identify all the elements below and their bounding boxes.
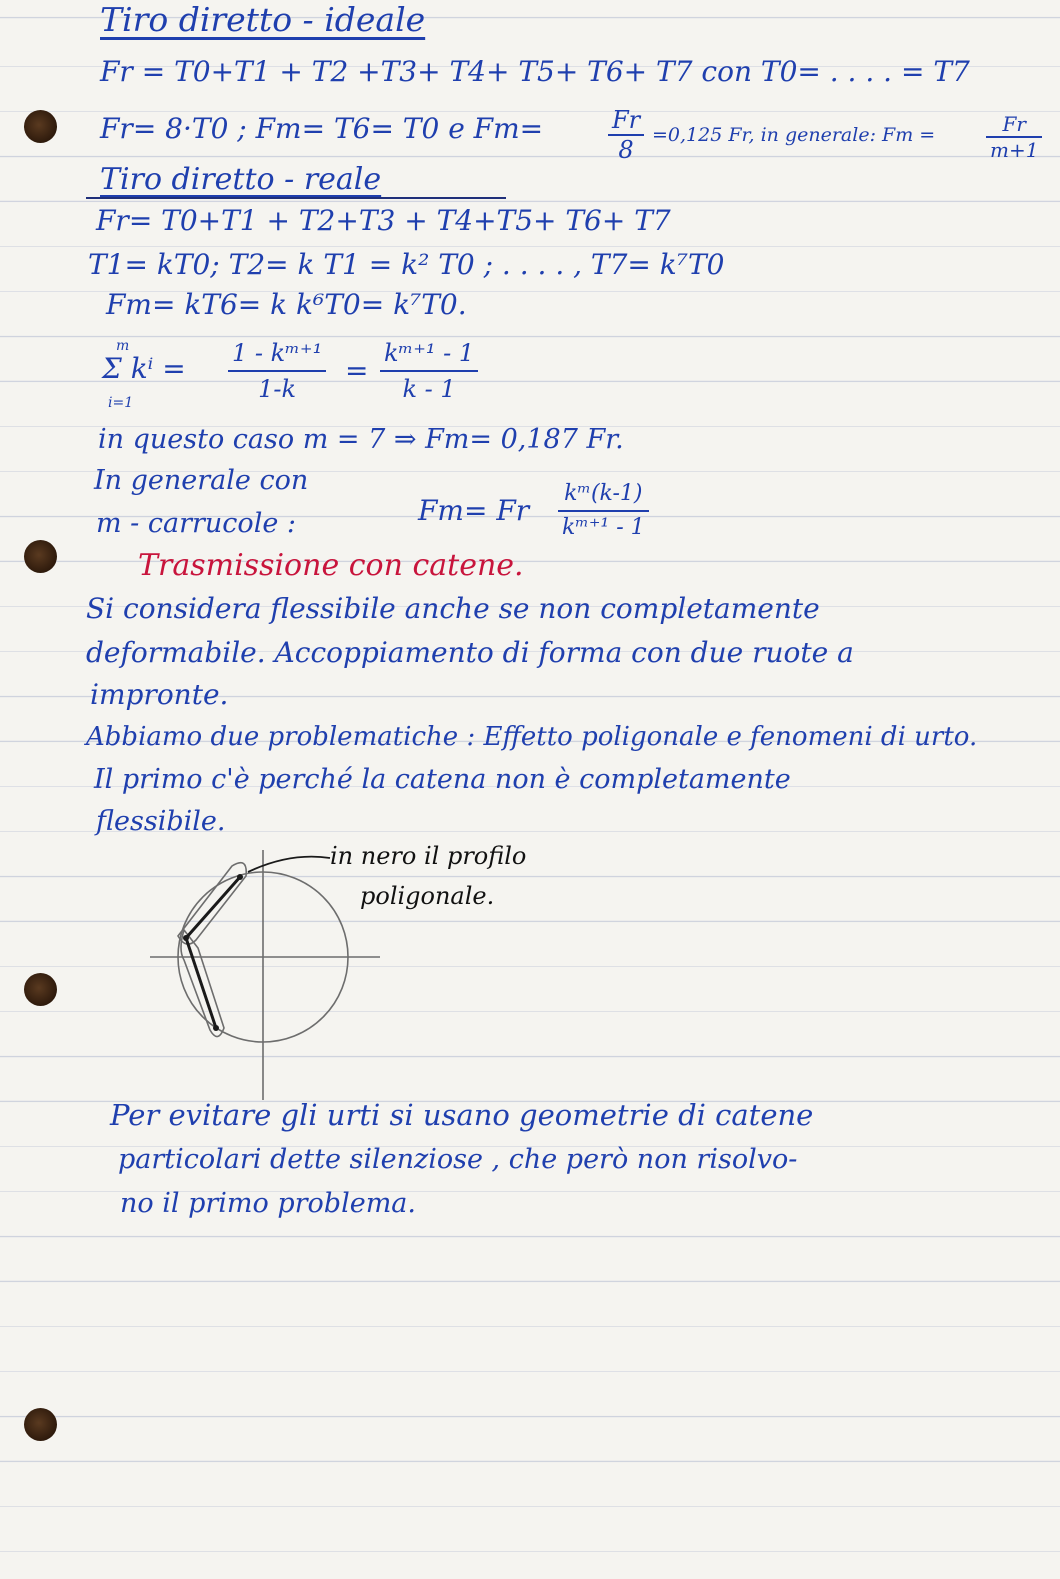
equals-sign: = [345, 354, 369, 387]
real-pulleys-line: m - carrucole : [96, 508, 296, 539]
ideal-relation-line: Fr= 8·T0 ; Fm= T6= T0 e Fm= [100, 112, 544, 145]
diagram-annotation: in nero il profilo [330, 842, 527, 870]
real-fm-line: Fm= kT6= k k⁶T0= k⁷T0. [106, 288, 467, 321]
section-heading-chain: Trasmissione con catene. [138, 548, 524, 583]
fraction-numerator: Fr [986, 112, 1042, 138]
chain-paragraph-line: no il primo problema. [120, 1188, 416, 1219]
real-sum-line: Fr= T0+T1 + T2+T3 + T4+T5+ T6+ T7 [96, 204, 671, 237]
chain-paragraph-line: flessibile. [96, 806, 226, 837]
fraction-denominator: 1-k [258, 375, 297, 403]
chain-paragraph-line: Il primo c'è perché la catena non è completamente [94, 764, 791, 795]
real-tension-line: T1= kT0; T2= k T1 = k² T0 ; . . . . , T7= k⁷T0 [88, 248, 725, 281]
real-fm-general: Fm= Fr [418, 494, 530, 527]
chain-paragraph-line: Si considera flessibile anche se non completamente [86, 592, 820, 625]
section-heading-ideal: Tiro diretto - ideale [100, 0, 426, 39]
summation-top: m [116, 338, 130, 354]
diagram-annotation: poligonale. [360, 882, 495, 910]
summation-bottom: i=1 [108, 395, 134, 411]
fraction-numerator: 1 - kᵐ⁺¹ [228, 336, 326, 372]
fraction-denominator: m+1 [990, 138, 1039, 162]
annotation-arrow [248, 857, 330, 872]
section-heading-real: Tiro diretto - reale [100, 162, 382, 197]
ideal-general-line: =0,125 Fr, in generale: Fm = [652, 124, 936, 146]
chain-paragraph-line: deformabile. Accoppiamento di forma con due ruote a [86, 636, 854, 669]
fraction-numerator: kᵐ(k-1) [558, 478, 649, 512]
chain-paragraph-line: particolari dette silenziose , che però non risolvo- [118, 1144, 798, 1175]
chain-paragraph-line: Per evitare gli urti si usano geometrie di catene [110, 1098, 814, 1132]
fraction-denominator: k - 1 [402, 375, 456, 403]
fraction-denominator: kᵐ⁺¹ - 1 [562, 515, 645, 540]
real-case-line: in questo caso m = 7 ⇒ Fm= 0,187 Fr. [98, 424, 624, 455]
fraction-numerator: Fr [608, 106, 644, 136]
polygonal-chain [186, 877, 240, 1028]
chain-paragraph-line: Abbiamo due problematiche : Effetto poligonale e fenomeni di urto. [86, 722, 978, 752]
real-general-line: In generale con [94, 465, 309, 496]
fraction-denominator: 8 [618, 136, 634, 164]
ideal-sum-line: Fr = T0+T1 + T2 +T3+ T4+ T5+ T6+ T7 con T0= . . . . = T7 [100, 55, 970, 88]
summation-expression: Σ kⁱ = [102, 352, 186, 385]
chain-paragraph-line: impronte. [90, 678, 229, 711]
fraction-numerator: kᵐ⁺¹ - 1 [380, 336, 478, 372]
chain-link-outline [178, 863, 246, 945]
